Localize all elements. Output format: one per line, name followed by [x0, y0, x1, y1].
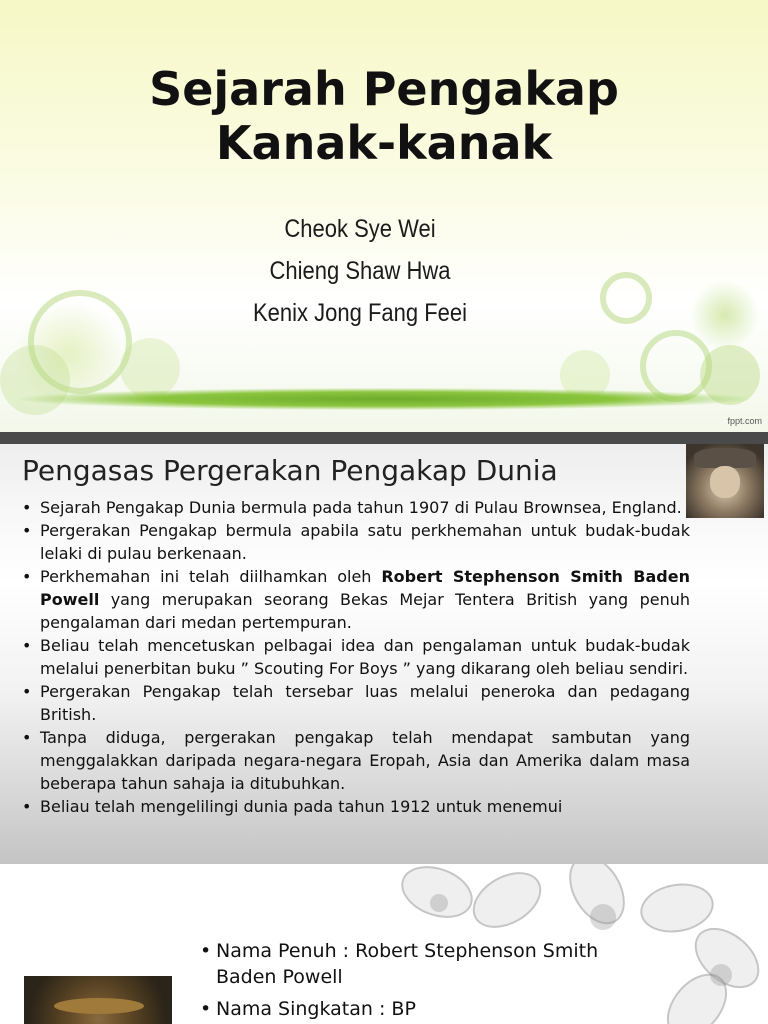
- list-item: • Beliau telah mencetuskan pelbagai idea dan pengalaman untuk budak-budak melalui penerbitan buku ” Scouting For Boys ” yang dikarang oleh beliau sendiri.: [18, 634, 690, 680]
- author-name: Cheok Sye Wei: [284, 215, 436, 243]
- list-item: • Pergerakan Pengakap telah tersebar luas melalui peneroka dan pedagang British.: [18, 680, 690, 726]
- founder-slide: [0, 432, 768, 864]
- title-slide: [0, 0, 768, 432]
- author-name: Kenix Jong Fang Feei: [252, 299, 468, 327]
- list-item: [18, 565, 690, 634]
- slide-title: [0, 62, 768, 170]
- decor-bubble: [120, 338, 180, 398]
- list-item: • Nama Penuh : Robert Stephenson Smith Baden Powell: [198, 938, 658, 990]
- list-item: • Beliau telah mengelilingi dunia pada tahun 1912 untuk menemui: [18, 795, 690, 818]
- author-name: Chieng Shaw Hwa: [269, 257, 451, 285]
- top-strip: [0, 432, 768, 444]
- hat-shape: [694, 448, 756, 468]
- author-list: [0, 208, 720, 334]
- baden-powell-portrait: [686, 444, 764, 518]
- title-line-2: Kanak-kanak: [215, 116, 553, 170]
- bullet-list: [18, 496, 690, 818]
- profile-list: [198, 938, 658, 1024]
- slide-heading: Pengasas Pergerakan Pengakap Dunia: [22, 454, 558, 487]
- flower-decor: [710, 964, 732, 986]
- list-item: • Tanpa diduga, pergerakan pengakap telah mendapat sambutan yang menggalakkan daripada negara-negara Eropah, Asia dan Amerika dalam masa beberapa tahun sahaja ia ditubuhkan.: [18, 726, 690, 795]
- list-item: • Pergerakan Pengakap bermula apabila satu perkhemahan untuk budak-budak lelaki di pulau berkenaan.: [18, 519, 690, 565]
- baden-powell-photo: [24, 976, 172, 1024]
- decor-bubble: [0, 345, 70, 415]
- green-swoosh: [20, 388, 750, 410]
- list-item: • Nama Singkatan : BP: [198, 996, 658, 1022]
- list-item: • Sejarah Pengakap Dunia bermula pada tahun 1907 di Pulau Brownsea, England.: [18, 496, 690, 519]
- profile-slide: [0, 864, 768, 1024]
- bullet-text: yang merupakan seorang Bekas Mejar Tentera British yang penuh pengalaman dari medan pertempuran.: [40, 590, 690, 632]
- hat-brim: [54, 998, 144, 1014]
- bullet-text: Perkhemahan ini telah diilhamkan oleh: [40, 567, 382, 586]
- flower-decor: [463, 864, 551, 939]
- flower-decor: [430, 894, 448, 912]
- template-credit: fppt.com: [727, 416, 762, 426]
- title-line-1: Sejarah Pengakap: [149, 62, 619, 116]
- face-shape: [710, 466, 740, 498]
- founder-name: Robert Stephenson Smith Baden Powell: [40, 567, 690, 609]
- flower-decor: [590, 904, 616, 930]
